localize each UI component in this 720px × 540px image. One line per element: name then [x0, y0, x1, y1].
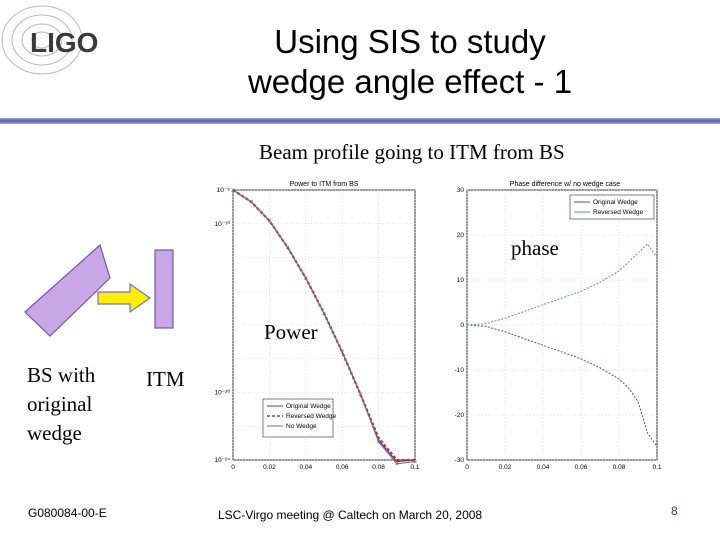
title-line-1: Using SIS to study [274, 23, 546, 60]
page-title [200, 22, 620, 102]
ligo-logo [0, 0, 130, 90]
bs-wedge-shape [25, 245, 110, 336]
phase-chart-title: Phase difference w/ no wedge case [509, 181, 621, 188]
phase-xtick-label: 0.04 [536, 464, 550, 471]
phase-ytick-label: -30 [454, 457, 464, 464]
bs-label-line-2: original [27, 392, 93, 416]
power-xtick-label: 0.04 [299, 464, 313, 471]
logo-text: LIGO [30, 27, 99, 58]
beam-arrow-icon [98, 284, 150, 312]
optics-diagram [20, 240, 190, 340]
power-ytick-label: 10⁻¹⁰ [214, 220, 230, 228]
phase-xtick-label: 0.02 [498, 464, 512, 471]
itm-label: ITM [146, 367, 185, 391]
phase-chart [455, 181, 662, 471]
power-ytick-label: 10⁻⁸ [216, 187, 230, 194]
phase-legend-label: Reversed Wedge [593, 209, 644, 216]
phase-ytick-label: 20 [456, 232, 464, 239]
bs-label-line-3: wedge [27, 421, 82, 445]
footer-meeting: LSC-Virgo meeting @ Caltech on March 20, 2008 [218, 508, 483, 522]
power-xtick-label: 0.1 [410, 464, 420, 471]
power-xtick-label: 0.08 [372, 464, 385, 471]
phase-ytick-label: 30 [456, 187, 464, 194]
itm-shape [155, 250, 173, 328]
phase-axes-frame [467, 190, 657, 460]
phase-legend-label: Original Wedge [593, 199, 638, 206]
power-chart-title: Power to ITM from BS [289, 181, 359, 188]
power-xtick-label: 0.02 [263, 464, 276, 471]
power-legend [263, 399, 336, 437]
phase-ytick-label: -10 [454, 367, 464, 374]
power-legend-label: Original Wedge [286, 403, 331, 410]
phase-xtick-label: 0.1 [652, 464, 662, 471]
power-legend-label: Reversed Wedge [286, 413, 337, 420]
power-ytick-label: 10⁻²⁰ [214, 389, 230, 397]
bs-label [27, 361, 95, 448]
bs-label-line-1: BS with [27, 363, 96, 387]
power-ytick-label: 10⁻²⁴ [214, 457, 230, 464]
power-label: Power [264, 320, 318, 344]
phase-xtick-label: 0 [465, 464, 469, 471]
phase-xtick-label: 0.08 [612, 464, 626, 471]
power-legend-label: No Wedge [286, 423, 317, 430]
title-line-2: wedge angle effect - 1 [247, 63, 573, 100]
page-number: 8 [671, 504, 678, 518]
footer-doc-id: G080084-00-E [28, 506, 107, 520]
phase-xtick-label: 0.06 [574, 464, 588, 471]
phase-ytick-label: 0 [460, 322, 464, 329]
subtitle: Beam profile going to ITM from BS [259, 140, 565, 164]
phase-ytick-label: -20 [454, 412, 464, 419]
power-xtick-label: 0 [231, 464, 235, 471]
power-xtick-label: 0.06 [335, 464, 349, 471]
phase-ytick-label: 10 [456, 277, 464, 284]
phase-legend [570, 195, 654, 219]
phase-label: phase [511, 236, 559, 260]
title-rule [0, 118, 720, 124]
